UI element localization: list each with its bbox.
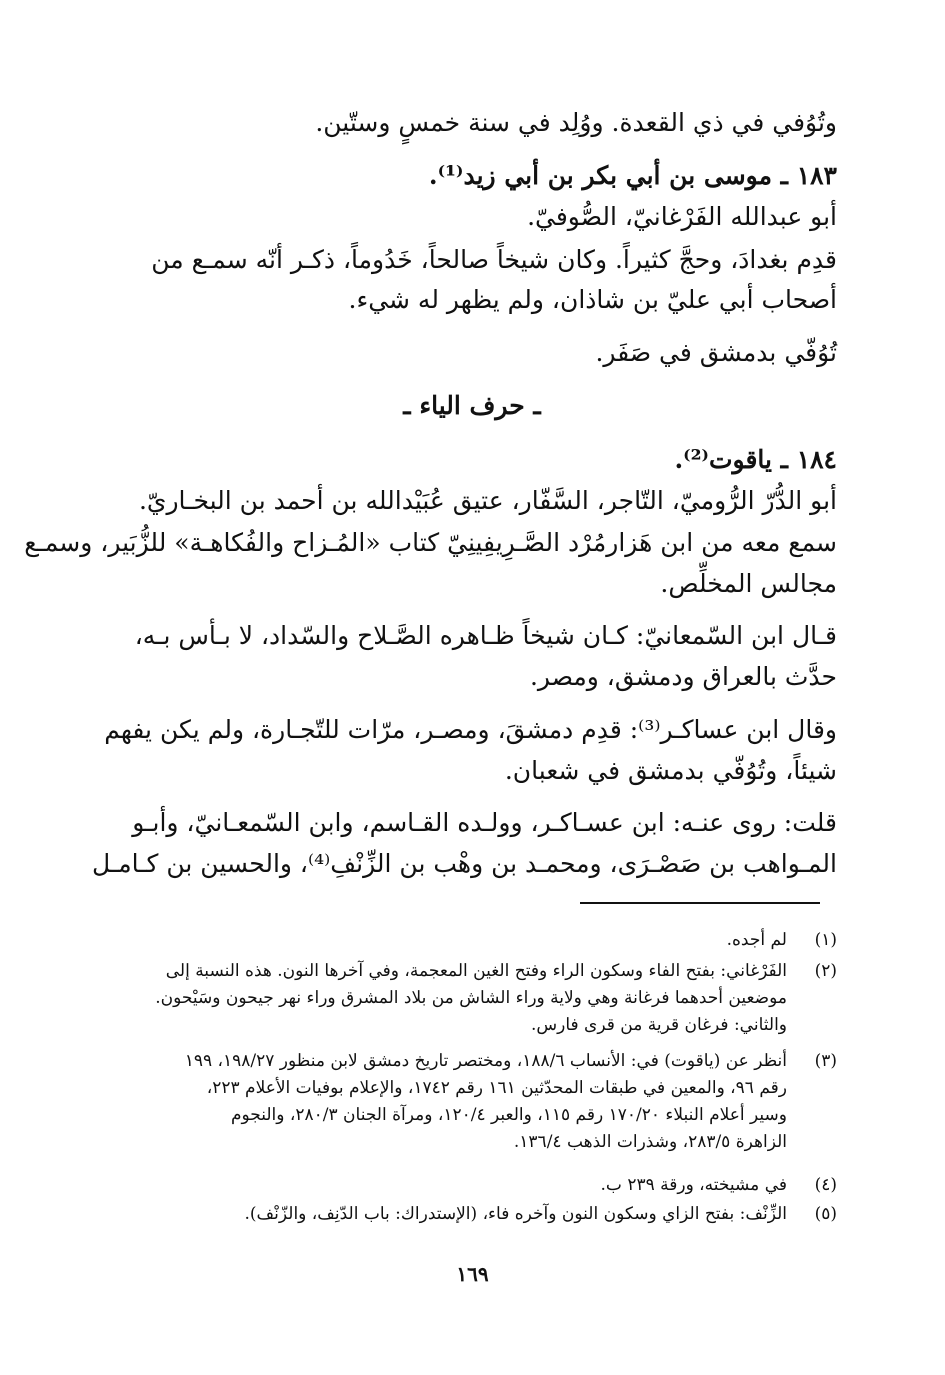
footnote-number: (٥) bbox=[814, 1204, 837, 1224]
footnote-3-line-2: رقم ٩٦، والمعين في طبقات المحدّثين ١٦١ رقم ١٧٤٢، والإعلام بوفيات الأعلام ٢٢٣، bbox=[206, 1078, 787, 1098]
body-line-184-i: المـواهب بن صَصْـرَى، ومحمـد بن وهْب بن الزِّنْفِ⁽⁴⁾، والحسين بن كـامـل bbox=[91, 849, 837, 878]
footnote-number: (٢) bbox=[814, 961, 837, 981]
page-number: ١٦٩ bbox=[456, 1262, 489, 1286]
body-line-184-d: قـال ابن السّمعانيّ: كـان شيخاً ظـاهره الصَّـلاح والسّداد، لا بـأس بـه، bbox=[134, 621, 837, 650]
footnote-text: لم أجده. bbox=[726, 930, 787, 950]
body-line-183-b: أصحاب أبي عليّ بن شاذان، ولم يظهر له شيء. bbox=[348, 285, 837, 314]
section-heading-ya: ـ حرف الياء ـ bbox=[403, 391, 541, 420]
footnote-3-line-4: الزاهرة ٢٨٣/٥، وشذرات الذهب ١٣٦/٤. bbox=[513, 1132, 787, 1152]
entry-heading-183: ١٨٣ ـ موسى بن أبي بكر بن أبي زيد⁽¹⁾. bbox=[428, 161, 837, 190]
body-line-183-death: تُوُفّي بدمشق في صَفَر. bbox=[595, 338, 837, 367]
footnote-number: (٤) bbox=[814, 1175, 837, 1195]
footnote-number: (١) bbox=[814, 930, 837, 950]
footnote-text: الزِّنْف: بفتح الزاي وسكون النون وآخره فاء، (الإستدراك: باب الدّنِف، والزّنْف). bbox=[244, 1204, 787, 1224]
body-line-184-h: قلت: روى عنـه: ابن عسـاكـر، وولـده القـاسم، وابن السّمعـانيّ، وأبـو bbox=[132, 808, 837, 837]
body-line-184-f: وقال ابن عساكـر⁽³⁾: قدِم دمشقَ، ومصـر، مرّات للتّجـارة، ولم يكن يفهم bbox=[104, 715, 837, 744]
body-line-184-g: شيئاً، وتُوُفّي بدمشق في شعبان. bbox=[504, 756, 837, 785]
footnote-2-line-3: والثاني: فرغان قرية من قرى فارس. bbox=[530, 1015, 787, 1035]
body-line-184-c: مجالس المخلِّص. bbox=[660, 569, 837, 598]
footnote-2-line-2: موضعين أحدهما فرغانة وهي ولاية وراء الشاش من بلاد المشرق وراء نهر جيحون وسَيْحون. bbox=[155, 988, 787, 1008]
footnote-text: الفَرْغاني: بفتح الفاء وسكون الراء وفتح الغين المعجمة، وفي آخرها النون. هذه النسبة إلى bbox=[165, 961, 787, 981]
body-line-death-date: وتُوُفي في ذي القعدة. ووُلِد في سنة خمسٍ وستّين. bbox=[315, 108, 837, 137]
footnote-divider bbox=[580, 902, 820, 904]
body-line-kunya-183: أبو عبدالله الفَرْغانيّ، الصُّوفيّ. bbox=[527, 202, 837, 231]
body-line-184-b: سمع معه من ابن هَزارمُرْد الصَّـرِيفِينِيّ كتاب «المُـزاح والفُكاهـة» للزُّبَير، وسمـع bbox=[24, 528, 837, 557]
body-line-183-a: قدِم بغدادَ، وحجَّ كثيراً. وكان شيخاً صالحاً، خَدُوماً، ذكـر أنّه سمـع من bbox=[151, 245, 837, 274]
body-line-184-e: حدَّث بالعراق ودمشق، ومصر. bbox=[529, 662, 837, 691]
entry-heading-184: ١٨٤ ـ ياقوت⁽²⁾. bbox=[674, 445, 837, 474]
footnote-3-line-3: وسير أعلام النبلاء ١٧٠/٢٠ رقم ١١٥، والعبر ١٢٠/٤، ومرآة الجنان ٢٨٠/٣، والنجوم bbox=[230, 1105, 787, 1125]
footnote-text: في مشيخته، ورقة ٢٣٩ ب. bbox=[600, 1175, 787, 1195]
footnote-number: (٣) bbox=[814, 1051, 837, 1071]
footnote-text: أنظر عن (ياقوت) في: الأنساب ١٨٨/٦، ومختصر تاريخ دمشق لابن منظور ١٩٨/٢٧، ١٩٩ bbox=[184, 1051, 787, 1071]
body-line-184-a: أبو الدُّرّ الرُّوميّ، التّاجر، السَّفّار، عتيق عُبَيْدالله بن أحمد بن البخـاريّ. bbox=[138, 486, 837, 515]
